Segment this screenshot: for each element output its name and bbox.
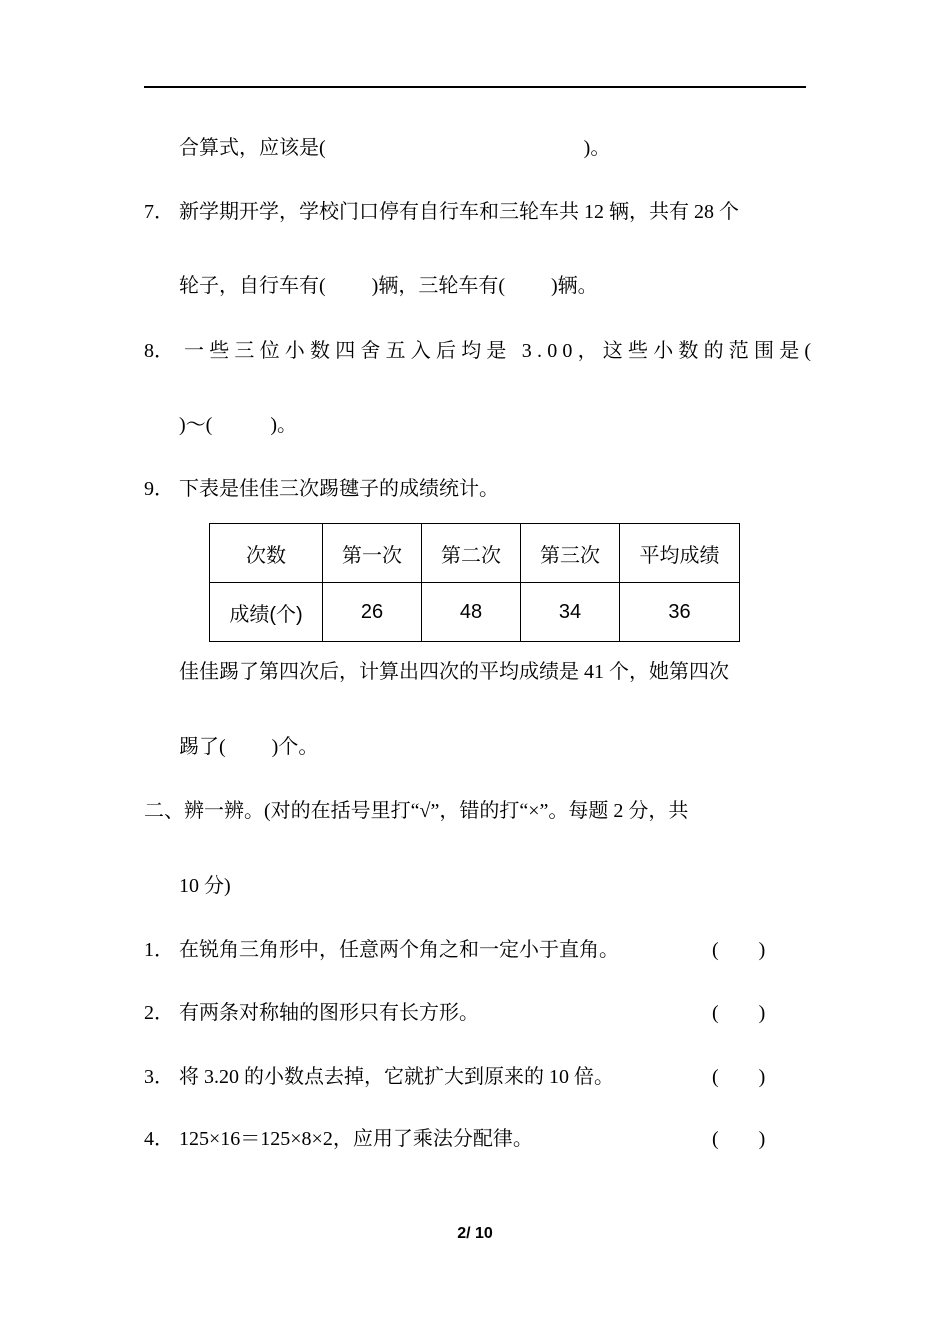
tf-item-3-answer-parens: ( ) [712,1066,766,1088]
section2-title-line2: 10 分) [179,875,231,897]
table-cell: 34 [521,583,620,642]
score-table [209,523,740,642]
q9-after-line2: 踢了( )个。 [179,736,319,758]
tf-item-3-text: 将 3.20 的小数点去掉，它就扩大到原来的 10 倍。 [179,1066,614,1088]
tf-item-2-answer-parens: ( ) [712,1002,766,1024]
q9-after-line1: 佳佳踢了第四次后，计算出四次的平均成绩是 41 个，她第四次 [179,661,729,683]
q7-line2: 轮子，自行车有( )辆，三轮车有( )辆。 [179,275,598,297]
section2-title-line1: 二、辨一辨。(对的在括号里打“√”，错的打“×”。每题 2 分，共 [144,800,689,822]
page-number: 2/ 10 [457,1225,493,1242]
tf-item-1-text: 在锐角三角形中，任意两个角之和一定小于直角。 [179,939,619,961]
table-header-cell: 次数 [210,524,323,583]
q9-intro: 下表是佳佳三次踢毽子的成绩统计。 [179,478,499,500]
tf-item-2-text: 有两条对称轴的图形只有长方形。 [179,1002,479,1024]
table-cell: 36 [620,583,740,642]
q6-text: 合算式，应该是( [179,137,326,159]
q8-line1: 一些三位小数四舍五入后均是 3.00，这些小数的范围是( [184,340,817,362]
tf-item-4-answer-parens: ( ) [712,1128,766,1150]
table-cell: 成绩(个) [210,583,323,642]
tf-item-2-number: 2． [144,1002,174,1024]
q6-continuation [179,134,610,162]
table-header-cell: 平均成绩 [620,524,740,583]
table-row [210,583,740,642]
tf-item-1-answer-parens: ( ) [712,939,766,961]
table-header-cell: 第二次 [422,524,521,583]
q7-number: 7． [144,201,174,223]
table-header-cell: 第一次 [323,524,422,583]
header-rule [144,86,806,88]
table-header-cell: 第三次 [521,524,620,583]
q6-text-end: )。 [583,137,611,159]
tf-item-3-number: 3． [144,1066,174,1088]
q9-number: 9． [144,478,174,500]
q7-line1: 新学期开学，学校门口停有自行车和三轮车共 12 辆，共有 28 个 [179,201,739,223]
q8-line2: )～( )。 [179,414,297,436]
table-cell: 48 [422,583,521,642]
tf-item-4-number: 4． [144,1128,174,1150]
q8-number: 8． [144,340,174,362]
tf-item-1-number: 1． [144,939,174,961]
table-header-row [210,524,740,583]
table-cell: 26 [323,583,422,642]
tf-item-4-text: 125×16＝125×8×2，应用了乘法分配律。 [179,1128,533,1150]
